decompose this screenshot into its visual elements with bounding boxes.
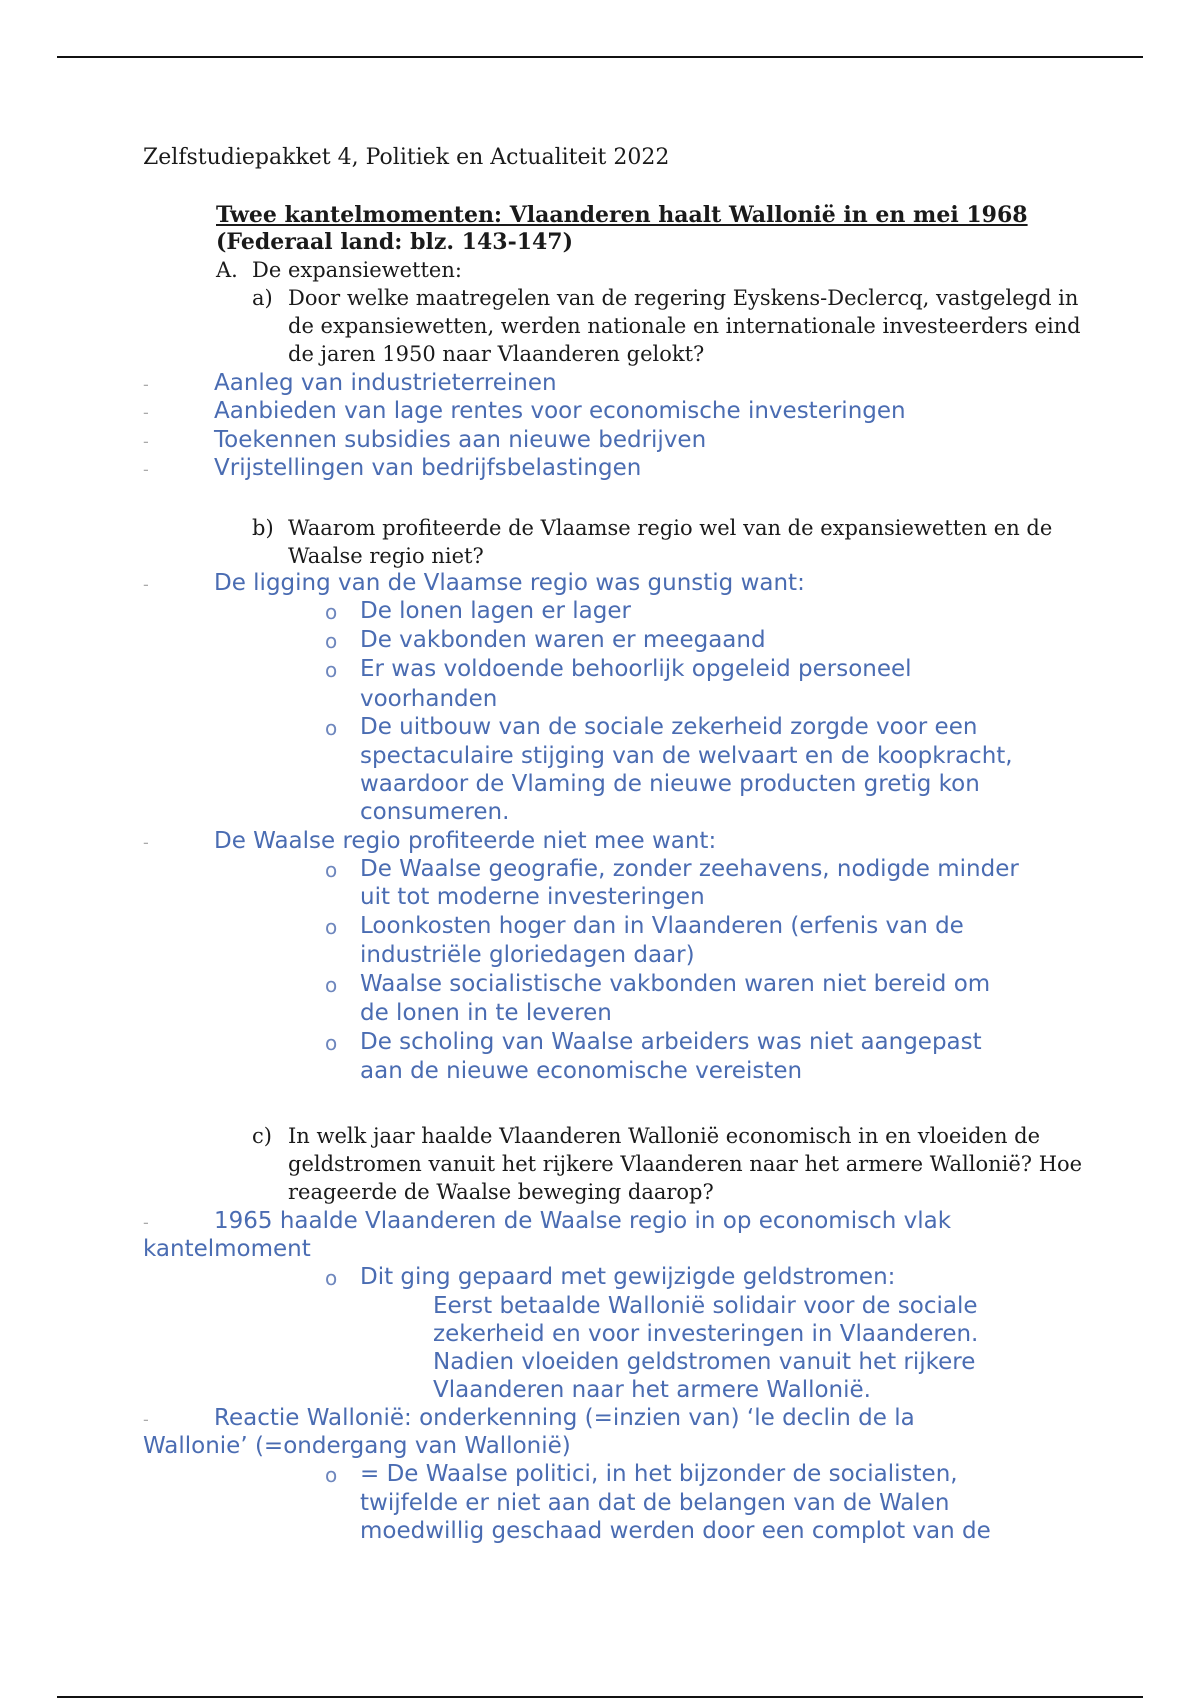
question-a-line: Door welke maatregelen van de regering Eyskens-Declercq, vastgelegd in [288, 286, 1079, 310]
question-c-marker: c) [252, 1124, 272, 1148]
question-a-marker: a) [252, 286, 273, 310]
answer-c1-line: 1965 haalde Vlaanderen de Waalse regio in op economisch vlak [214, 1208, 952, 1234]
answer-c2-line: Reactie Wallonië: onderkenning (=inzien van) ‘le declin de la [214, 1405, 915, 1431]
answer-c2-line: Wallonie’ (=ondergang van Wallonië) [143, 1433, 571, 1459]
circle-bullet: o [325, 1463, 338, 1487]
answer-c2-sub: twijfelde er niet aan dat de belangen van de Walen [360, 1490, 950, 1516]
flanders-reason: voorhanden [360, 686, 498, 712]
answer-b-wallonia-intro: De Waalse regio profiteerde niet mee want: [214, 828, 717, 854]
dash-bullet: - [143, 575, 149, 594]
flanders-reason: De lonen lagen er lager [360, 598, 631, 624]
answer-a-item: Toekennen subsidies aan nieuwe bedrijven [214, 427, 707, 453]
flanders-reason: De vakbonden waren er meegaand [360, 627, 766, 653]
dash-bullet: - [143, 375, 149, 394]
answer-c1-line: kantelmoment [143, 1236, 311, 1262]
part-a-marker: A. [216, 258, 238, 282]
wallonia-reason: industriële gloriedagen daar) [360, 942, 695, 968]
answer-c1-detail: Vlaanderen naar het armere Wallonië. [433, 1377, 871, 1403]
question-c-line: geldstromen vanuit het rijkere Vlaanderen naar het armere Wallonië? Hoe [288, 1152, 1083, 1176]
question-c-line: reageerde de Waalse beweging daarop? [288, 1180, 714, 1204]
section-title: Twee kantelmomenten: Vlaanderen haalt Wallonië in en mei 1968 [216, 202, 1028, 228]
wallonia-reason: Loonkosten hoger dan in Vlaanderen (erfenis van de [360, 913, 964, 939]
section-subtitle: (Federaal land: blz. 143-147) [216, 229, 574, 255]
circle-bullet: o [325, 716, 338, 740]
question-b-line: Waarom profiteerde de Vlaamse regio wel van de expansiewetten en de [288, 516, 1053, 540]
flanders-reason: Er was voldoende behoorlijk opgeleid personeel [360, 656, 912, 682]
circle-bullet: o [325, 658, 338, 682]
wallonia-reason: De scholing van Waalse arbeiders was niet aangepast [360, 1029, 982, 1055]
flanders-reason: waardoor de Vlaming de nieuwe producten gretig kon [360, 771, 980, 797]
dash-bullet: - [143, 1213, 149, 1232]
answer-a-item: Aanleg van industrieterreinen [214, 370, 557, 396]
top-rule [57, 56, 1143, 58]
flanders-reason: spectaculaire stijging van de welvaart en de koopkracht, [360, 743, 1013, 769]
question-b-line: Waalse regio niet? [288, 544, 484, 568]
flanders-reason: consumeren. [360, 799, 510, 825]
wallonia-reason: uit tot moderne investeringen [360, 884, 705, 910]
dash-bullet: - [143, 403, 149, 422]
answer-c1-sub: Dit ging gepaard met gewijzigde geldstromen: [360, 1264, 896, 1290]
question-a-line: de expansiewetten, werden nationale en internationale investeerders eind [288, 314, 1081, 338]
circle-bullet: o [325, 1266, 338, 1290]
answer-c2-sub: moedwillig geschaad werden door een complot van de [360, 1518, 991, 1544]
answer-b-flanders-intro: De ligging van de Vlaamse regio was gunstig want: [214, 570, 805, 596]
dash-bullet: - [143, 432, 149, 451]
document-header: Zelfstudiepakket 4, Politiek en Actualiteit 2022 [143, 145, 670, 170]
flanders-reason: De uitbouw van de sociale zekerheid zorgde voor een [360, 714, 978, 740]
answer-c1-detail: Eerst betaalde Wallonië solidair voor de sociale [433, 1293, 978, 1319]
bottom-rule [57, 1696, 1143, 1698]
answer-a-item: Aanbieden van lage rentes voor economische investeringen [214, 398, 906, 424]
wallonia-reason: De Waalse geografie, zonder zeehavens, nodigde minder [360, 856, 1019, 882]
question-b-marker: b) [252, 516, 274, 540]
part-a-label: De expansiewetten: [252, 258, 462, 282]
circle-bullet: o [325, 915, 338, 939]
dash-bullet: - [143, 833, 149, 852]
answer-c1-detail: Nadien vloeiden geldstromen vanuit het rijkere [433, 1349, 976, 1375]
question-a-line: de jaren 1950 naar Vlaanderen gelokt? [288, 342, 705, 366]
wallonia-reason: de lonen in te leveren [360, 1000, 612, 1026]
answer-c2-sub: = De Waalse politici, in het bijzonder de socialisten, [360, 1461, 958, 1487]
circle-bullet: o [325, 858, 338, 882]
wallonia-reason: Waalse socialistische vakbonden waren niet bereid om [360, 971, 991, 997]
answer-a-item: Vrijstellingen van bedrijfsbelastingen [214, 455, 642, 481]
circle-bullet: o [325, 600, 338, 624]
circle-bullet: o [325, 973, 338, 997]
circle-bullet: o [325, 1031, 338, 1055]
dash-bullet: - [143, 460, 149, 479]
answer-c1-detail: zekerheid en voor investeringen in Vlaanderen. [433, 1321, 979, 1347]
dash-bullet: - [143, 1410, 149, 1429]
circle-bullet: o [325, 629, 338, 653]
question-c-line: In welk jaar haalde Vlaanderen Wallonië economisch in en vloeiden de [288, 1124, 1041, 1148]
wallonia-reason: aan de nieuwe economische vereisten [360, 1058, 803, 1084]
